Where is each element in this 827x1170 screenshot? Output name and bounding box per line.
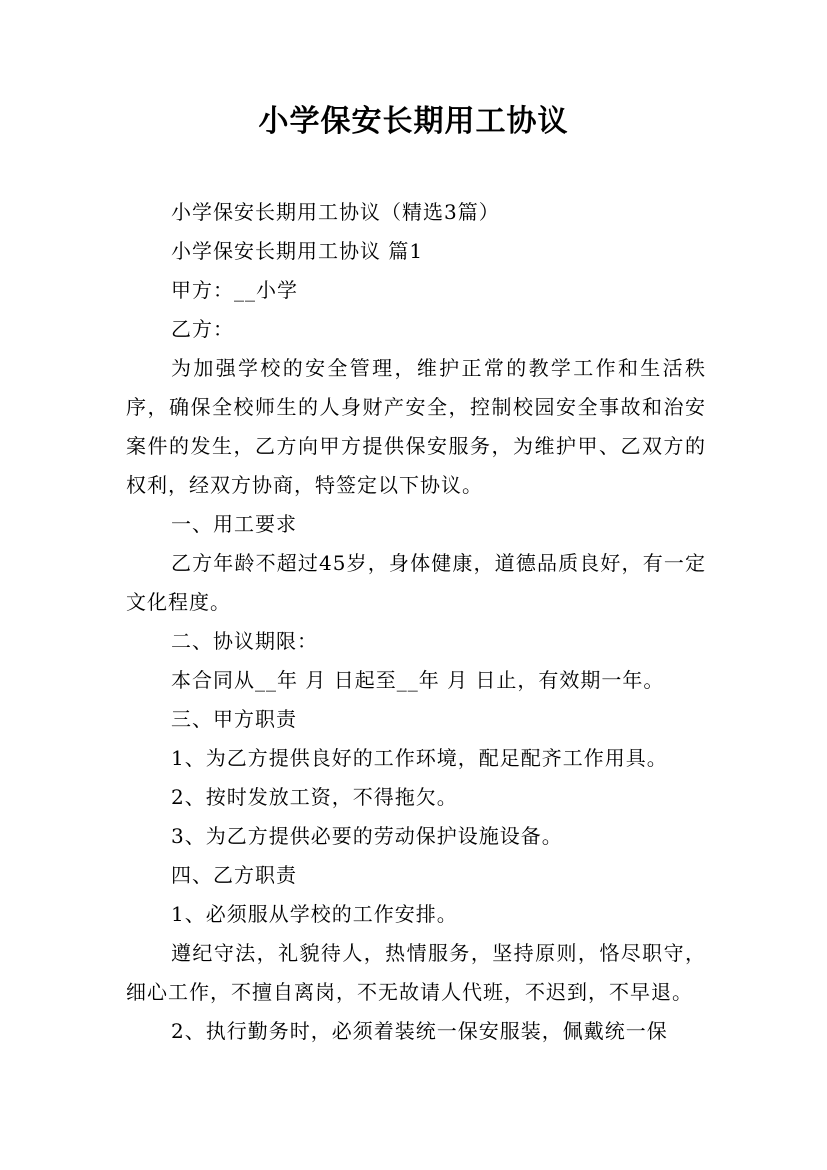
paragraph-conduct: 遵纪守法，礼貌待人，热情服务，坚持原则，恪尽职守，细心工作，不擅自离岗，不无故请人代班，不迟到，不早退。 bbox=[126, 941, 706, 1004]
paragraph-party-a-duty-3: 3、为乙方提供必要的劳动保护设施设备。 bbox=[171, 824, 563, 848]
paragraph-heading-4: 四、乙方职责 bbox=[171, 863, 297, 887]
paragraph-heading-3: 三、甲方职责 bbox=[171, 707, 297, 731]
paragraph-heading-2: 二、协议期限： bbox=[171, 629, 318, 653]
paragraph-requirements: 乙方年龄不超过45岁，身体健康，道德品质良好，有一定文化程度。 bbox=[126, 551, 706, 614]
paragraph-section-heading: 小学保安长期用工协议 篇1 bbox=[171, 239, 424, 263]
paragraph-party-b-duty-2: 2、执行勤务时，必须着装统一保安服装，佩戴统一保 bbox=[171, 1019, 668, 1043]
paragraph-party-a-duty-2: 2、按时发放工资，不得拖欠。 bbox=[171, 785, 458, 809]
paragraph-party-a-duty-1: 1、为乙方提供良好的工作环境，配足配齐工作用具。 bbox=[171, 746, 668, 770]
paragraph-term: 本合同从__年 月 日起至__年 月 日止，有效期一年。 bbox=[171, 668, 665, 692]
paragraph-subtitle: 小学保安长期用工协议（精选3篇） bbox=[171, 200, 500, 224]
paragraph-party-b: 乙方： bbox=[171, 317, 234, 341]
document-body bbox=[126, 193, 706, 1051]
paragraph-preamble: 为加强学校的安全管理，维护正常的教学工作和生活秩序，确保全校师生的人身财产安全，控制校园安全事故和治安案件的发生，乙方向甲方提供保安服务，为维护甲、乙双方的权利，经双方协商，特签定以下协议。 bbox=[126, 356, 706, 497]
paragraph-party-a: 甲方：__小学 bbox=[171, 278, 298, 302]
document-title: 小学保安长期用工协议 bbox=[258, 104, 569, 139]
paragraph-heading-1: 一、用工要求 bbox=[171, 512, 297, 536]
paragraph-party-b-duty-1: 1、必须服从学校的工作安排。 bbox=[171, 902, 458, 926]
